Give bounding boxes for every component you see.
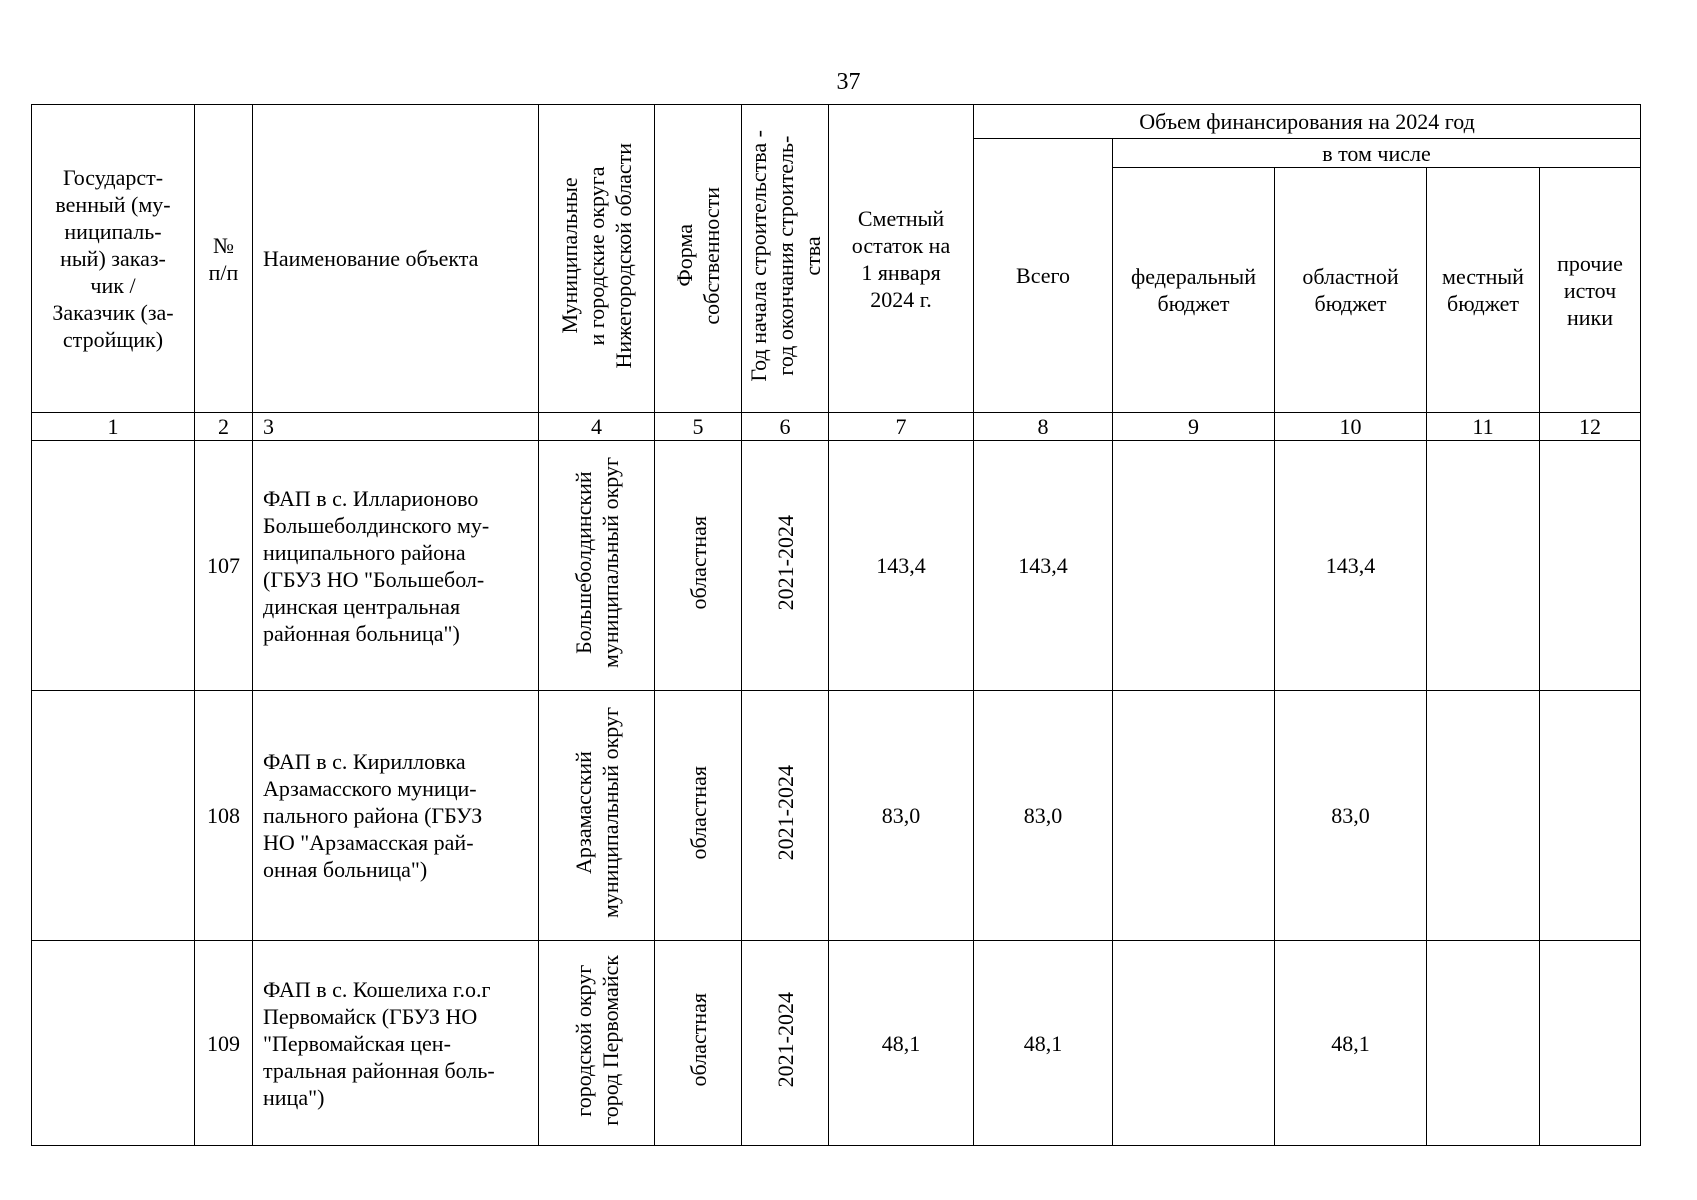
header-years	[742, 105, 829, 413]
header-number: № п/п	[195, 105, 253, 413]
row-object-name: ФАП в с. Кошелиха г.о.г Первомайск (ГБУЗ НО "Первомайская цен- тральная районная боль- ница")	[253, 941, 539, 1146]
column-number: 7	[829, 413, 974, 441]
header-estimate: Сметный остаток на 1 января 2024 г.	[829, 105, 974, 413]
header-years-text: Год начала строительства - год окончания строитель- ства	[745, 129, 825, 382]
row-years	[742, 441, 829, 691]
column-number: 11	[1427, 413, 1540, 441]
table-row	[32, 691, 1641, 941]
row-object-name: ФАП в с. Илларионово Большеболдинского му- ниципального района (ГБУЗ НО "Большебол- динская центральная районная больница")	[253, 441, 539, 691]
row-federal	[1113, 941, 1275, 1146]
row-municipality	[539, 941, 655, 1146]
row-years-text: 2021-2024	[772, 764, 798, 861]
header-regional: областной бюджет	[1275, 168, 1427, 413]
row-total: 143,4	[974, 441, 1113, 691]
row-years-text: 2021-2024	[772, 992, 798, 1088]
row-federal	[1113, 691, 1275, 941]
page-number: 37	[836, 69, 861, 95]
header-row-1	[32, 105, 1641, 139]
column-number: 8	[974, 413, 1113, 441]
column-number: 9	[1113, 413, 1275, 441]
column-number: 6	[742, 413, 829, 441]
header-municipality	[539, 105, 655, 413]
header-including: в том числе	[1113, 139, 1641, 168]
header-customer: Государст- венный (му- ниципаль- ный) заказ- чик / Заказчик (за- стройщик)	[32, 105, 195, 413]
financing-table	[31, 104, 1641, 1146]
column-number: 5	[655, 413, 742, 441]
row-regional: 143,4	[1275, 441, 1427, 691]
row-regional: 83,0	[1275, 691, 1427, 941]
row-customer	[32, 691, 195, 941]
header-federal: федеральный бюджет	[1113, 168, 1275, 413]
row-federal	[1113, 441, 1275, 691]
row-total: 83,0	[974, 691, 1113, 941]
row-object-name: ФАП в с. Кирилловка Арзамасского муници- пального района (ГБУЗ НО "Арзамасская рай- онная больница")	[253, 691, 539, 941]
column-number: 1	[32, 413, 195, 441]
column-number: 10	[1275, 413, 1427, 441]
header-total: Всего	[974, 139, 1113, 413]
row-municipality-text: городской округ город Первомайск	[570, 954, 623, 1126]
header-ownership-text: Форма собственности	[672, 186, 724, 325]
row-municipality	[539, 441, 655, 691]
column-number: 2	[195, 413, 253, 441]
row-customer	[32, 941, 195, 1146]
row-number: 107	[195, 441, 253, 691]
row-estimate: 48,1	[829, 941, 974, 1146]
column-number: 12	[1540, 413, 1641, 441]
row-ownership	[655, 941, 742, 1146]
header-ownership	[655, 105, 742, 413]
row-years-text: 2021-2024	[772, 514, 798, 611]
table-row	[32, 941, 1641, 1146]
row-number: 109	[195, 941, 253, 1146]
row-ownership-text: областная	[685, 515, 711, 610]
header-financing: Объем финансирования на 2024 год	[974, 105, 1641, 139]
row-ownership-text: областная	[685, 765, 711, 860]
row-municipality-text: Большеболдинский муниципальный округ	[570, 456, 623, 668]
row-other	[1540, 441, 1641, 691]
row-ownership	[655, 441, 742, 691]
row-local	[1427, 941, 1540, 1146]
row-customer	[32, 441, 195, 691]
row-years	[742, 691, 829, 941]
row-estimate: 83,0	[829, 691, 974, 941]
row-total: 48,1	[974, 941, 1113, 1146]
header-local: местный бюджет	[1427, 168, 1540, 413]
row-other	[1540, 941, 1641, 1146]
row-regional: 48,1	[1275, 941, 1427, 1146]
row-number: 108	[195, 691, 253, 941]
row-ownership-text: областная	[685, 993, 711, 1087]
row-other	[1540, 691, 1641, 941]
table-row	[32, 441, 1641, 691]
header-municipality-text: Муниципальные и городские округа Нижегородской области	[557, 142, 636, 369]
row-years	[742, 941, 829, 1146]
header-object-name: Наименование объекта	[253, 105, 539, 413]
row-local	[1427, 441, 1540, 691]
column-number: 4	[539, 413, 655, 441]
row-municipality	[539, 691, 655, 941]
row-ownership	[655, 691, 742, 941]
header-other: прочие источ ники	[1540, 168, 1641, 413]
row-municipality-text: Арзамасский муниципальный округ	[570, 706, 623, 918]
column-numbers-row	[32, 413, 1641, 441]
row-estimate: 143,4	[829, 441, 974, 691]
column-number: 3	[253, 413, 539, 441]
row-local	[1427, 691, 1540, 941]
